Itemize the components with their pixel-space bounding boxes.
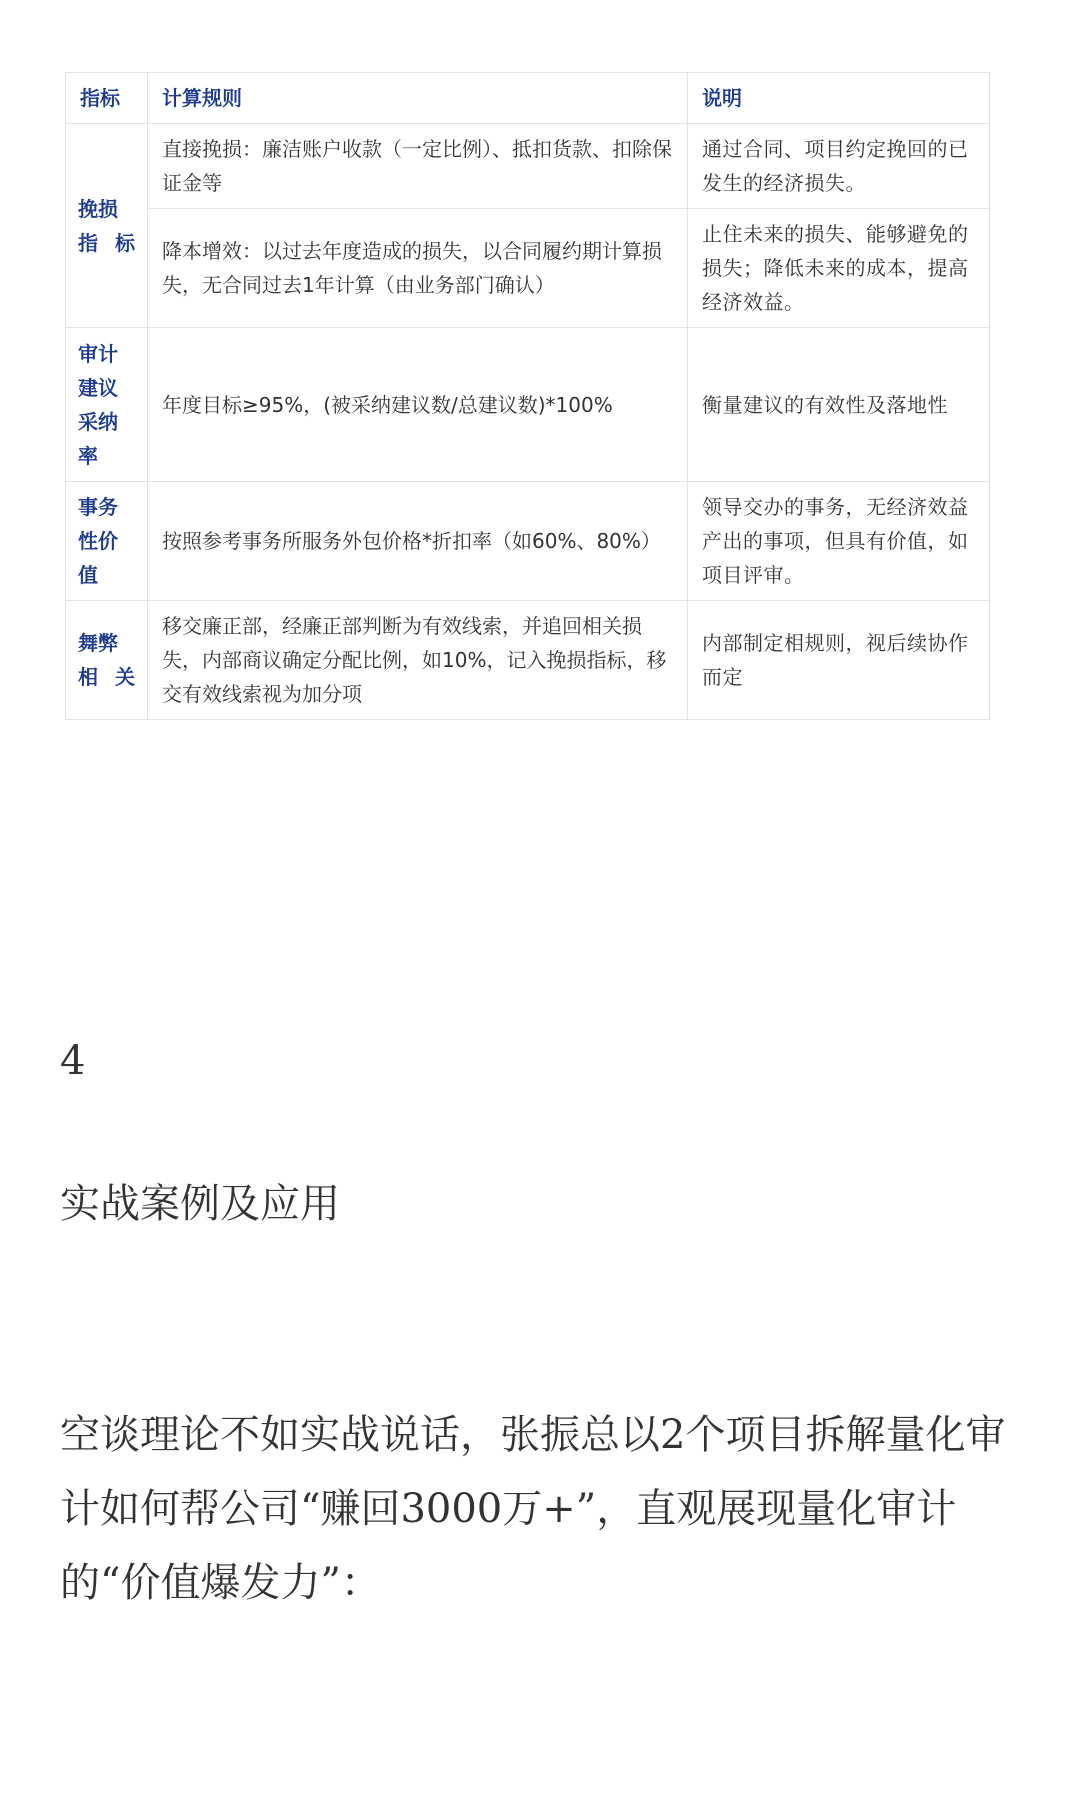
header-description: 说明 bbox=[688, 73, 990, 124]
body-paragraph: 空谈理论不如实战说话，张振总以2个项目拆解量化审计如何帮公司“赚回3000万+”，直观展现量化审计的“价值爆发力”： bbox=[60, 1412, 1006, 1606]
rule-cell: 移交廉正部，经廉正部判断为有效线索，并追回相关损失，内部商议确定分配比例，如10%，记入挽损指标，移交有效线索视为加分项 bbox=[148, 601, 688, 720]
table-row bbox=[66, 209, 990, 328]
rule-cell: 降本增效：以过去年度造成的损失，以合同履约期计算损失，无合同过去1年计算（由业务部门确认） bbox=[148, 209, 688, 328]
indicator-cell: 事务性价值 bbox=[66, 482, 148, 601]
table-row bbox=[66, 124, 990, 209]
description-cell: 衡量建议的有效性及落地性 bbox=[688, 328, 990, 482]
section-heading: 实战案例及应用 bbox=[60, 1181, 340, 1227]
description-cell: 止住未来的损失、能够避免的损失；降低未来的成本，提高经济效益。 bbox=[688, 209, 990, 328]
table-row bbox=[66, 482, 990, 601]
header-indicator: 指标 bbox=[66, 73, 148, 124]
indicator-cell: 审计建议采纳率 bbox=[66, 328, 148, 482]
table-row bbox=[66, 601, 990, 720]
indicator-cell: 挽损指标 bbox=[66, 124, 148, 328]
description-cell: 内部制定相规则，视后续协作而定 bbox=[688, 601, 990, 720]
rule-cell: 年度目标≥95%，(被采纳建议数/总建议数)*100% bbox=[148, 328, 688, 482]
description-cell: 通过合同、项目约定挽回的已发生的经济损失。 bbox=[688, 124, 990, 209]
header-rule: 计算规则 bbox=[148, 73, 688, 124]
section-number: 4 bbox=[60, 1038, 86, 1084]
table-header-row bbox=[66, 73, 990, 124]
table-row bbox=[66, 328, 990, 482]
rule-cell: 按照参考事务所服务外包价格*折扣率（如60%、80%） bbox=[148, 482, 688, 601]
description-cell: 领导交办的事务，无经济效益产出的事项，但具有价值，如项目评审。 bbox=[688, 482, 990, 601]
rule-cell: 直接挽损：廉洁账户收款（一定比例）、抵扣货款、扣除保证金等 bbox=[148, 124, 688, 209]
indicator-cell: 舞弊相关 bbox=[66, 601, 148, 720]
metrics-table bbox=[65, 72, 990, 720]
